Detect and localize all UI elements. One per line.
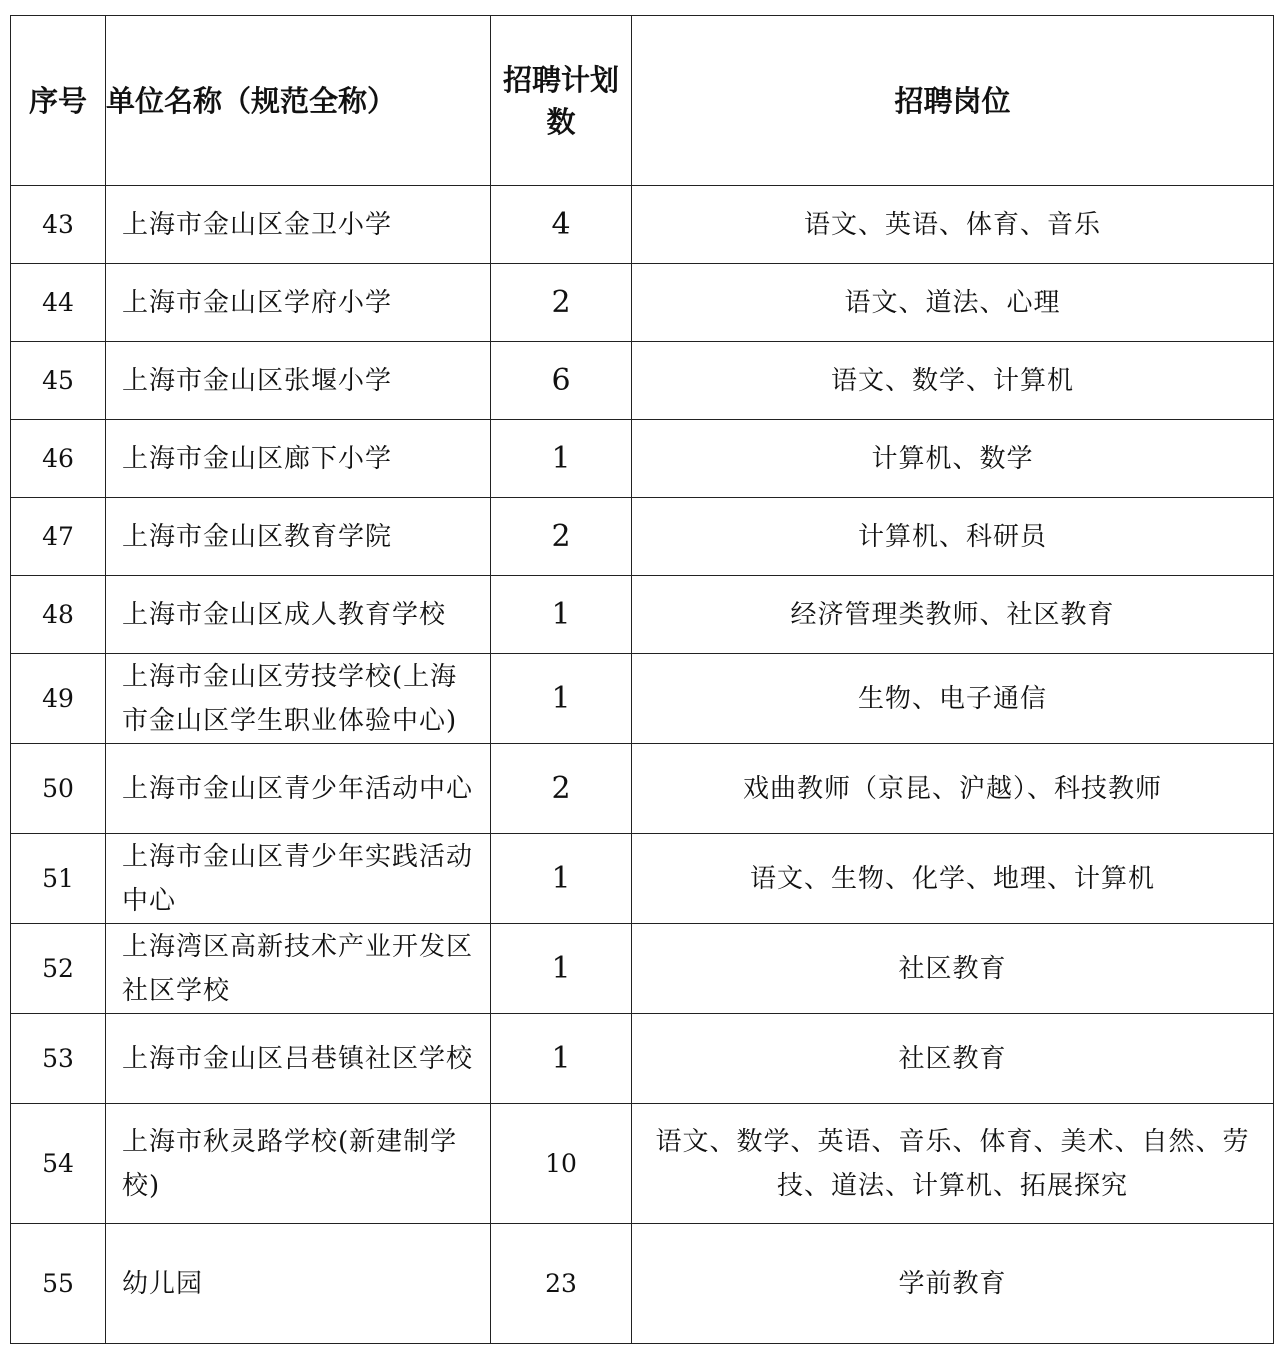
row-unit-name: 上海市金山区吕巷镇社区学校 — [106, 1014, 491, 1104]
row-plan-count: 23 — [491, 1224, 632, 1344]
row-serial-number: 51 — [11, 834, 106, 924]
table-header-row — [11, 16, 1274, 186]
row-serial-number: 52 — [11, 924, 106, 1014]
row-plan-count: 1 — [491, 654, 632, 744]
header-unit-name: 单位名称（规范全称） — [106, 16, 491, 186]
row-positions: 社区教育 — [632, 924, 1274, 1014]
row-plan-count: 10 — [491, 1104, 632, 1224]
row-serial-number: 44 — [11, 264, 106, 342]
row-unit-name: 上海市金山区金卫小学 — [106, 186, 491, 264]
row-positions: 经济管理类教师、社区教育 — [632, 576, 1274, 654]
row-unit-name: 上海市金山区劳技学校(上海市金山区学生职业体验中心) — [106, 654, 491, 744]
table-row — [11, 654, 1274, 744]
row-serial-number: 48 — [11, 576, 106, 654]
table-row — [11, 744, 1274, 834]
row-unit-name: 幼儿园 — [106, 1224, 491, 1344]
table-row — [11, 834, 1274, 924]
row-unit-name: 上海市金山区学府小学 — [106, 264, 491, 342]
row-serial-number: 55 — [11, 1224, 106, 1344]
row-serial-number: 47 — [11, 498, 106, 576]
table-row — [11, 576, 1274, 654]
row-serial-number: 50 — [11, 744, 106, 834]
row-plan-count: 1 — [491, 834, 632, 924]
table-row — [11, 1224, 1274, 1344]
table-row — [11, 420, 1274, 498]
row-positions: 语文、道法、心理 — [632, 264, 1274, 342]
row-serial-number: 46 — [11, 420, 106, 498]
row-plan-count: 4 — [491, 186, 632, 264]
row-serial-number: 45 — [11, 342, 106, 420]
table-row — [11, 342, 1274, 420]
recruitment-table — [10, 15, 1274, 1344]
row-unit-name: 上海市金山区成人教育学校 — [106, 576, 491, 654]
row-unit-name: 上海市金山区教育学院 — [106, 498, 491, 576]
row-unit-name: 上海湾区高新技术产业开发区社区学校 — [106, 924, 491, 1014]
header-plan-count: 招聘计划数 — [491, 16, 632, 186]
row-unit-name: 上海市金山区廊下小学 — [106, 420, 491, 498]
row-positions: 计算机、数学 — [632, 420, 1274, 498]
table-row — [11, 924, 1274, 1014]
row-plan-count: 1 — [491, 924, 632, 1014]
row-positions: 语文、英语、体育、音乐 — [632, 186, 1274, 264]
row-plan-count: 1 — [491, 576, 632, 654]
row-unit-name: 上海市金山区张堰小学 — [106, 342, 491, 420]
row-plan-count: 2 — [491, 498, 632, 576]
row-positions: 学前教育 — [632, 1224, 1274, 1344]
row-positions: 戏曲教师（京昆、沪越）、科技教师 — [632, 744, 1274, 834]
table-row — [11, 1104, 1274, 1224]
table-row — [11, 186, 1274, 264]
table-row — [11, 1014, 1274, 1104]
row-plan-count: 2 — [491, 744, 632, 834]
row-unit-name: 上海市金山区青少年实践活动中心 — [106, 834, 491, 924]
row-positions: 语文、生物、化学、地理、计算机 — [632, 834, 1274, 924]
table-row — [11, 498, 1274, 576]
row-unit-name: 上海市金山区青少年活动中心 — [106, 744, 491, 834]
header-positions: 招聘岗位 — [632, 16, 1274, 186]
row-serial-number: 54 — [11, 1104, 106, 1224]
table-row — [11, 264, 1274, 342]
row-positions: 计算机、科研员 — [632, 498, 1274, 576]
row-serial-number: 53 — [11, 1014, 106, 1104]
row-plan-count: 1 — [491, 420, 632, 498]
header-serial-number: 序号 — [11, 16, 106, 186]
row-plan-count: 2 — [491, 264, 632, 342]
row-serial-number: 43 — [11, 186, 106, 264]
row-positions: 生物、电子通信 — [632, 654, 1274, 744]
row-plan-count: 6 — [491, 342, 632, 420]
row-positions: 语文、数学、英语、音乐、体育、美术、自然、劳技、道法、计算机、拓展探究 — [632, 1104, 1274, 1224]
row-serial-number: 49 — [11, 654, 106, 744]
row-positions: 语文、数学、计算机 — [632, 342, 1274, 420]
row-plan-count: 1 — [491, 1014, 632, 1104]
row-positions: 社区教育 — [632, 1014, 1274, 1104]
row-unit-name: 上海市秋灵路学校(新建制学校) — [106, 1104, 491, 1224]
